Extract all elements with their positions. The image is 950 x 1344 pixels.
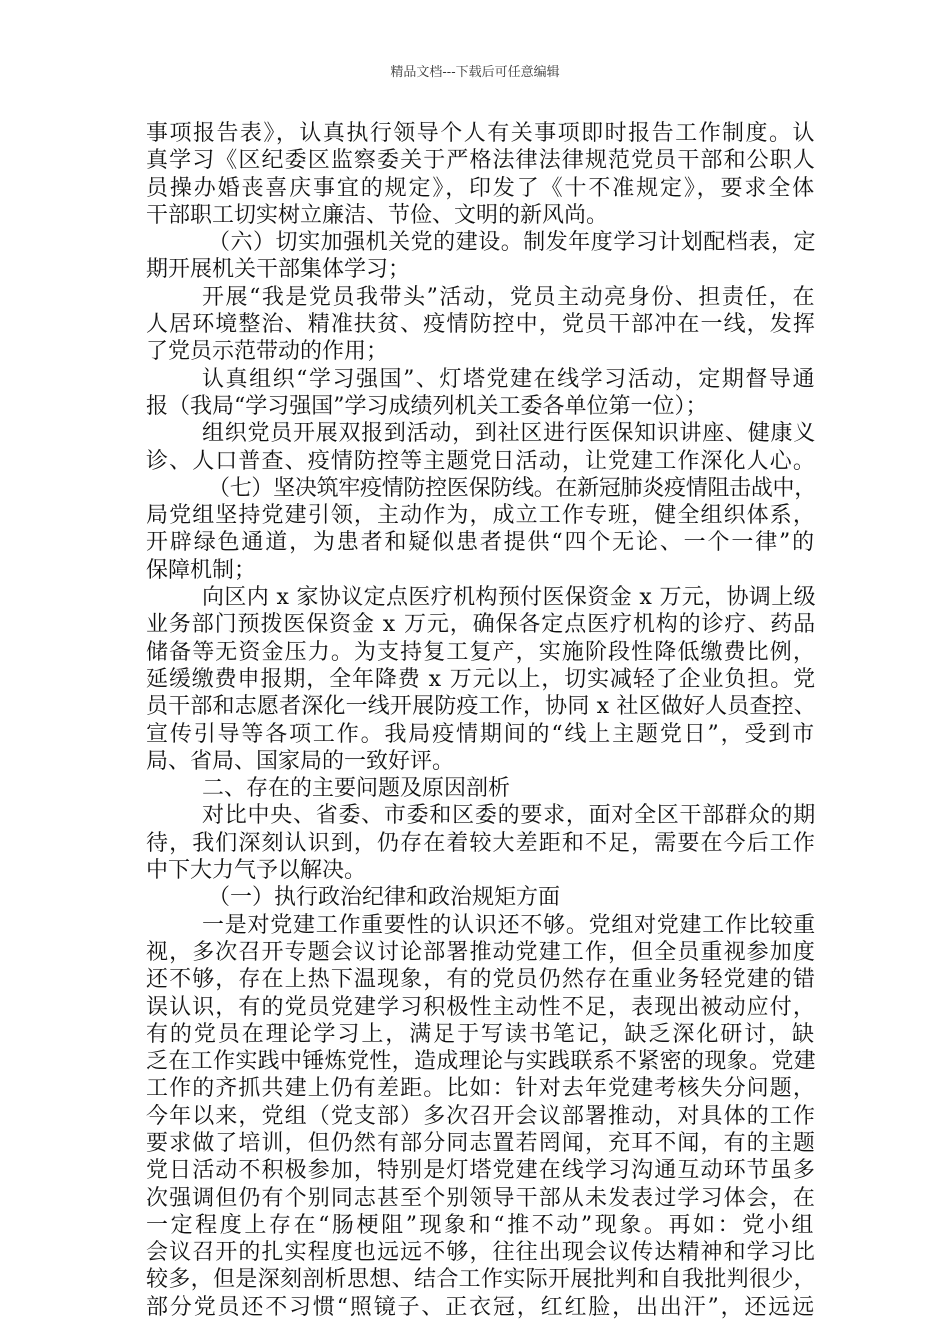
text-line: 开展“我是党员我带头”活动，党员主动亮身份、担责任，在 (202, 284, 816, 310)
text-line: 会议召开的扎实程度也远远不够，往往出现会议传达精神和学习比 (146, 1240, 816, 1266)
text-line: 真学习《区纪委区监察委关于严格法律法律规范党员干部和公职人 (146, 148, 816, 174)
text-line: 误认识，有的党员党建学习积极性主动性不足，表现出被动应付， (146, 994, 816, 1020)
text-line: 组织党员开展双报到活动，到社区进行医保知识讲座、健康义 (202, 421, 816, 447)
text-line: 次强调但仍有个别同志甚至个别领导干部从未发表过学习体会，在 (146, 1185, 816, 1211)
text-line: 乏在工作实践中锤炼党性，造成理论与实践联系不紧密的现象。党建 (146, 1049, 816, 1075)
text-line: 二、存在的主要问题及原因剖析 (202, 776, 511, 802)
text-line: （七）坚决筑牢疫情防控医保防线。在新冠肺炎疫情阻击战中， (208, 475, 816, 501)
text-line: 开辟绿色通道，为患者和疑似患者提供“四个无论、一个一律”的 (146, 530, 816, 556)
text-line: 有的党员在理论学习上，满足于写读书笔记，缺乏深化研讨，缺 (146, 1021, 816, 1047)
text-line: 今年以来，党组（党支部）多次召开会议部署推动，对具体的工作 (146, 1103, 816, 1129)
text-line: 中下大力气予以解决。 (146, 858, 367, 884)
text-line: 储备等无资金压力。为支持复工复产，实施阶段性降低缴费比例， (146, 639, 816, 665)
text-line: 了党员示范带动的作用； (146, 339, 389, 365)
text-line: 业务部门预拨医保资金 x 万元，确保各定点医疗机构的诊疗、药品 (146, 612, 816, 638)
text-line: （一）执行政治纪律和政治规矩方面 (208, 885, 561, 911)
text-line: 期开展机关干部集体学习； (146, 257, 411, 283)
text-line: 视，多次召开专题会议讨论部署推动党建工作，但全员重视参加度 (146, 939, 816, 965)
text-line: 员干部和志愿者深化一线开展防疫工作，协同 x 社区做好人员查控、 (146, 694, 816, 720)
text-line: 一是对党建工作重要性的认识还不够。党组对党建工作比较重 (202, 912, 816, 938)
text-line: 事项报告表》，认真执行领导个人有关事项即时报告工作制度。认 (146, 121, 816, 146)
text-line: 要求做了培训，但仍然有部分同志置若罔闻，充耳不闻，有的主题 (146, 1130, 816, 1156)
text-line: 保障机制； (146, 557, 257, 583)
text-line: 待，我们深刻认识到，仍存在着较大差距和不足，需要在今后工作 (146, 830, 816, 856)
document-body (146, 120, 816, 1321)
text-line: 部分党员还不习惯“照镜子、正衣冠，红红脸，出出汗”，还远远 (146, 1294, 816, 1320)
text-line: 一定程度上存在“肠梗阻”现象和“推不动”现象。再如：党小组 (146, 1212, 816, 1238)
text-line: 干部职工切实树立廉洁、节俭、文明的新风尚。 (146, 202, 609, 228)
text-line: 较多，但是深刻剖析思想、结合工作实际开展批判和自我批判很少， (146, 1267, 816, 1293)
text-line: 报（我局“学习强国”学习成绩列机关工委各单位第一位）； (146, 393, 708, 419)
text-line: 工作的齐抓共建上仍有差距。比如：针对去年党建考核失分问题， (146, 1076, 816, 1102)
text-line: 对比中央、省委、市委和区委的要求，面对全区干部群众的期 (202, 803, 816, 829)
page-header: 精品文档---下载后可任意编辑 (390, 65, 560, 80)
text-line: 人居环境整治、精准扶贫、疫情防控中，党员干部冲在一线，发挥 (146, 312, 816, 338)
text-line: 还不够，存在上热下温现象，有的党员仍然存在重业务轻党建的错 (146, 967, 816, 993)
text-line: 向区内 x 家协议定点医疗机构预付医保资金 x 万元，协调上级 (202, 585, 816, 611)
text-line: 延缓缴费申报期，全年降费 x 万元以上，切实减轻了企业负担。党 (146, 666, 816, 692)
text-line: 认真组织“学习强国”、灯塔党建在线学习活动，定期督导通 (202, 366, 816, 392)
text-line: 党日活动不积极参加，特别是灯塔党建在线学习沟通互动环节虽多 (146, 1158, 816, 1184)
text-line: 局党组坚持党建引领，主动作为，成立工作专班，健全组织体系， (146, 503, 816, 529)
text-line: （六）切实加强机关党的建设。制发年度学习计划配档表，定 (208, 230, 816, 256)
text-line: 员操办婚丧喜庆事宜的规定》，印发了《十不准规定》，要求全体 (146, 175, 816, 201)
text-line: 局、省局、国家局的一致好评。 (146, 748, 455, 774)
text-line: 诊、人口普查、疫情防控等主题党日活动，让党建工作深化人心。 (146, 448, 816, 474)
text-line: 宣传引导等各项工作。我局疫情期间的“线上主题党日”，受到市 (146, 721, 816, 747)
